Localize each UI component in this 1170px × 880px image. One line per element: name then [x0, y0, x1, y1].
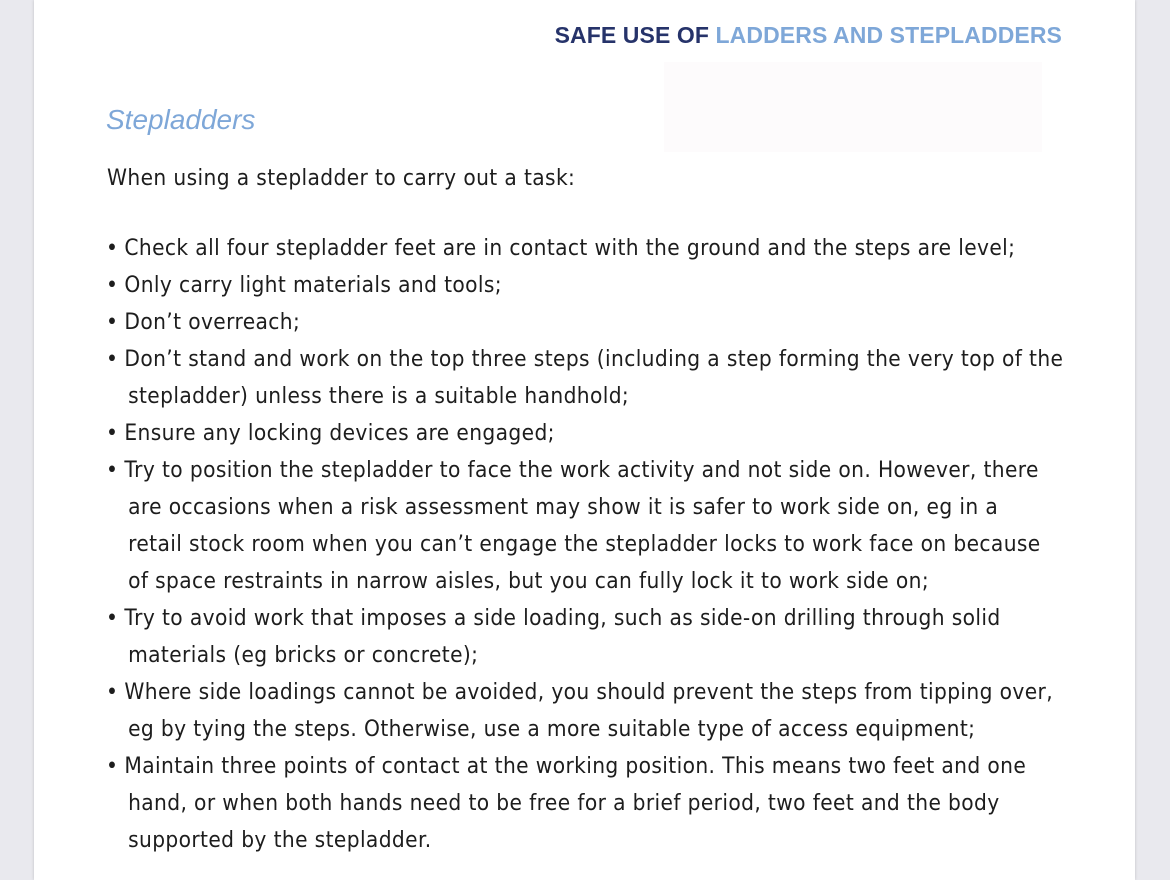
bullet-dot: •	[106, 310, 119, 335]
running-header-part-b: LADDERS AND STEPLADDERS	[715, 22, 1062, 48]
list-item-text-line: Don’t stand and work on the top three steps (including a step forming the very top of the	[124, 347, 1064, 372]
list-item	[106, 304, 1063, 341]
list-item-text-line: Ensure any locking devices are engaged;	[124, 421, 555, 446]
running-header	[555, 22, 1062, 49]
bullet-dot: •	[106, 236, 119, 261]
list-item-text-line: hand, or when both hands need to be free for a brief period, two feet and the body	[128, 791, 1000, 816]
list-item-text-line: Where side loadings cannot be avoided, you should prevent the steps from tipping over,	[124, 680, 1054, 705]
bullet-dot: •	[106, 680, 119, 705]
list-item	[106, 267, 1063, 304]
list-item-text-line: supported by the stepladder.	[128, 828, 432, 853]
running-header-part-a: SAFE USE OF	[554, 22, 716, 48]
list-item-text-line: materials (eg bricks or concrete);	[128, 643, 479, 668]
list-item-text-line: of space restraints in narrow aisles, but you can fully lock it to work side on;	[128, 569, 930, 594]
faint-background-box	[664, 62, 1042, 152]
list-item-text-line: Try to avoid work that imposes a side loading, such as side-on drilling through solid	[124, 606, 1001, 631]
bullet-dot: •	[106, 347, 119, 372]
section-heading: Stepladders	[106, 104, 256, 135]
list-item-text-line: Don’t overreach;	[124, 310, 301, 335]
bullet-dot: •	[106, 421, 119, 446]
list-item	[106, 341, 1063, 415]
document-page	[34, 0, 1135, 880]
list-item-text-line: are occasions when a risk assessment may show it is safer to work side on, eg in a	[128, 495, 999, 520]
bullet-dot: •	[106, 606, 119, 631]
list-item	[106, 452, 1063, 600]
list-item-text-line: stepladder) unless there is a suitable handhold;	[128, 384, 630, 409]
list-item-text-line: retail stock room when you can’t engage the stepladder locks to work face on because	[128, 532, 1041, 557]
list-item	[106, 674, 1063, 748]
list-item	[106, 600, 1063, 674]
bullet-dot: •	[106, 458, 119, 483]
intro-text: When using a stepladder to carry out a task:	[107, 166, 576, 191]
list-item	[106, 230, 1063, 267]
list-item	[106, 748, 1063, 859]
list-item-text-line: Try to position the stepladder to face the work activity and not side on. However, there	[124, 458, 1039, 483]
list-item-text-line: Maintain three points of contact at the working position. This means two feet and one	[124, 754, 1027, 779]
list-item-text-line: Check all four stepladder feet are in contact with the ground and the steps are level;	[124, 236, 1016, 261]
bullet-dot: •	[106, 273, 119, 298]
bullet-list	[106, 230, 1063, 859]
list-item-text-line: eg by tying the steps. Otherwise, use a more suitable type of access equipment;	[128, 717, 976, 742]
list-item	[106, 415, 1063, 452]
bullet-dot: •	[106, 754, 119, 779]
list-item-text-line: Only carry light materials and tools;	[124, 273, 503, 298]
